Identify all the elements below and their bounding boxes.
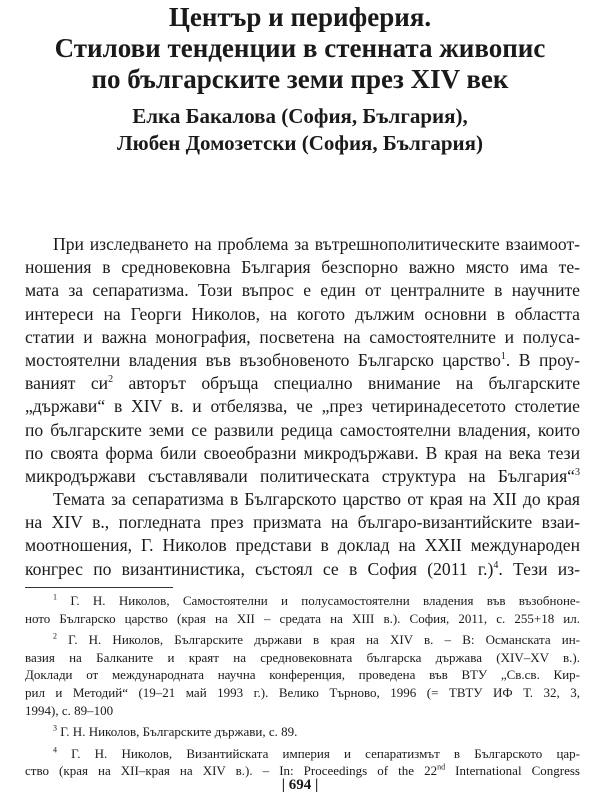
footnote-line	[25, 592, 580, 610]
body-line: моотношения, Г. Николов представи в доклад на XXII международен	[25, 535, 580, 556]
page-number: | 694 |	[281, 777, 319, 793]
footnote-line: 1994), с. 89–100	[25, 702, 114, 718]
footnote-text: ство (края на XII–края на XIV в.). – In: Proceedings of the 22	[25, 763, 438, 779]
footnote-text: Г. Н. Николов, Българските държави в края на XIV в. – В: Османската ин-	[68, 632, 580, 648]
footnote-mark: 4	[53, 745, 57, 755]
footnote-line	[25, 723, 580, 741]
body-line	[25, 349, 580, 372]
body-line	[25, 465, 580, 488]
footnote-divider	[25, 587, 173, 588]
body-line: При изследването на проблема за вътрешнополитическите взаимоот-	[53, 234, 580, 254]
footnote-mark: 3	[53, 723, 57, 733]
footnote-line	[25, 745, 580, 763]
title-line: по българските земи през XIV век	[91, 64, 509, 94]
footnote-line: вазия на Балканите и краят на средновековната българска държава (XIV–XV в.).	[25, 649, 580, 665]
body-text-run: авторът обръща специално внимание на българските	[113, 373, 580, 394]
body-line: статии и важна монография, посветена на самостоятелните и полуса-	[25, 326, 580, 347]
body-line: по българските земи се развили редица самостоятелни владения, които	[25, 419, 580, 440]
author-line: Елка Бакалова (София, България),	[132, 104, 468, 128]
footnote-line: ното Българско царство (края на XII – средата на XIII в.). София, 2011, с. 255+18 ил.	[25, 610, 580, 626]
footnote-line	[25, 631, 580, 649]
body-line: по своята форма били своеобразни микродържави. В края на века тези	[25, 442, 580, 463]
title-line: Стилови тенденции в стенната живопис	[54, 33, 546, 63]
footnote-ref: 2	[108, 374, 114, 386]
body-line: интереси на Георги Николов, на когото дължим основни в областта	[25, 303, 580, 324]
body-line: Темата за сепаратизма в Българското царство от края на XII до края	[53, 489, 580, 510]
body-line	[25, 558, 580, 581]
footnote-text: Г. Н. Николов, Българските държави, с. 89.	[60, 724, 298, 740]
authors	[0, 103, 600, 157]
body-text-run: микродържави съставлявали политическата структура на България“	[25, 465, 575, 486]
author-line: Любен Домозетски (София, България)	[117, 131, 483, 155]
footnote-ref: 3	[575, 467, 580, 479]
footnote-mark: 2	[53, 631, 57, 641]
body-text	[25, 233, 580, 581]
body-line: „държави“ в XIV в. и отбелязва, че „през четиринадесетото столетие	[25, 396, 580, 417]
body-text-run: конгрес по византинистика, състоял се в София (2011 г.)	[25, 558, 494, 579]
footnotes	[25, 592, 580, 780]
ordinal-suffix: nd	[437, 763, 446, 773]
footnote-line: Доклади от международната научна конференция, проведена във ВТУ „Св.св. Кир-	[25, 667, 580, 683]
body-line: ношения в средновековна България безспорно важно място има те-	[25, 257, 580, 278]
footnote-text: International Congress	[445, 763, 580, 779]
body-line: на XIV в., погледната през призмата на българо-византийските взаи-	[25, 512, 580, 533]
footnote-text: Г. Н. Николов, Византийската империя и сепаратизмът в Българското цар-	[71, 745, 580, 761]
footnote-line: рил и Методий“ (19–21 май 1993 г.). Велико Търново, 1996 (= ТВТУ ИФ Т. 32, 3,	[25, 684, 580, 700]
body-text-run: мостоятелни владения във възобновеното Българско царство	[25, 349, 501, 370]
body-line: мата за сепаратизма. Този въпрос е един от централните в научните	[25, 280, 580, 301]
body-line	[25, 372, 580, 395]
footnote-ref: 4	[493, 559, 499, 571]
body-text-run: . В проу-	[505, 349, 580, 370]
body-text-run: . Тези из-	[498, 558, 580, 579]
footnote-text: Г. Н. Николов, Самостоятелни и полусамостоятелни владения във възобноне-	[70, 593, 580, 608]
body-text-run: ваният си	[25, 373, 109, 394]
footnote-ref: 1	[500, 351, 506, 363]
footnote-mark: 1	[53, 592, 57, 602]
article-title	[0, 2, 600, 95]
title-line: Център и периферия.	[168, 2, 432, 32]
